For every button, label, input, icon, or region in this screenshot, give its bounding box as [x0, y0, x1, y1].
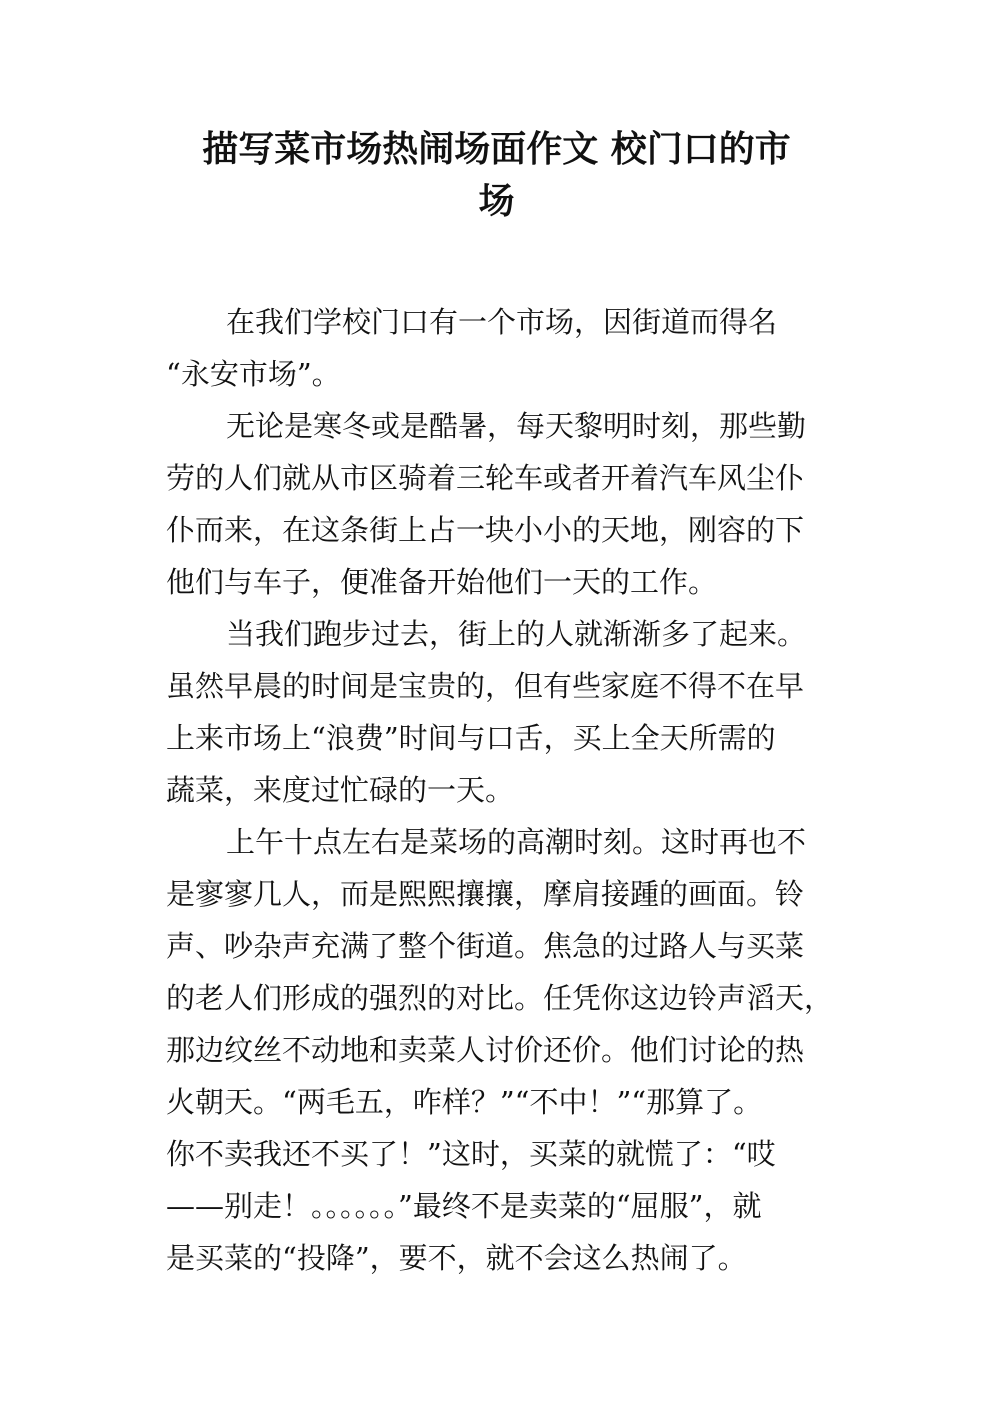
paragraph-1-line-1: 在我们学校门口有一个市场，因街道而得名: [226, 305, 778, 339]
paragraph-4-line-2: 是寥寥几人，而是熙熙攘攘，摩肩接踵的画面。铃: [166, 877, 805, 911]
paragraph-2-line-2: 劳的人们就从市区骑着三轮车或者开着汽车风尘仆: [166, 461, 805, 495]
paragraph-4-line-9: 是买菜的“投降”，要不，就不会这么热闹了。: [166, 1241, 747, 1275]
paragraph-3-line-4: 蔬菜，来度过忙碌的一天。: [166, 773, 515, 807]
paragraph-4-line-3: 声、吵杂声充满了整个街道。焦急的过路人与买菜: [166, 929, 805, 963]
document-title-line-2: 场: [478, 181, 515, 222]
paragraph-4-line-1: 上午十点左右是菜场的高潮时刻。这时再也不: [226, 825, 807, 859]
paragraph-1-line-2: “永安市场”。: [166, 357, 341, 391]
document-title-line-1: 描写菜市场热闹场面作文 校门口的市: [202, 129, 791, 170]
paragraph-3-line-3: 上来市场上“浪费”时间与口舌，买上全天所需的: [166, 721, 776, 755]
paragraph-4-line-8: ——别走！。。。。。。”最终不是卖菜的“屈服”，就: [166, 1189, 762, 1223]
paragraph-4-line-5: 那边纹丝不动地和卖菜人讨价还价。他们讨论的热: [166, 1033, 805, 1067]
paragraph-2-line-4: 他们与车子，便准备开始他们一天的工作。: [166, 565, 718, 599]
paragraph-4-line-7: 你不卖我还不买了！”这时，买菜的就慌了：“哎: [166, 1137, 776, 1171]
paragraph-3-line-1: 当我们跑步过去，街上的人就渐渐多了起来。: [226, 617, 807, 651]
paragraph-4-line-4: 的老人们形成的强烈的对比。任凭你这边铃声滔天，: [166, 981, 834, 1015]
paragraph-2-line-1: 无论是寒冬或是酷暑，每天黎明时刻，那些勤: [226, 409, 807, 443]
paragraph-2-line-3: 仆而来，在这条街上占一块小小的天地，刚容的下: [166, 513, 805, 547]
paragraph-3-line-2: 虽然早晨的时间是宝贵的，但有些家庭不得不在早: [166, 669, 805, 703]
paragraph-4-line-6: 火朝天。“两毛五，咋样？”“不中！”“那算了。: [166, 1085, 763, 1119]
